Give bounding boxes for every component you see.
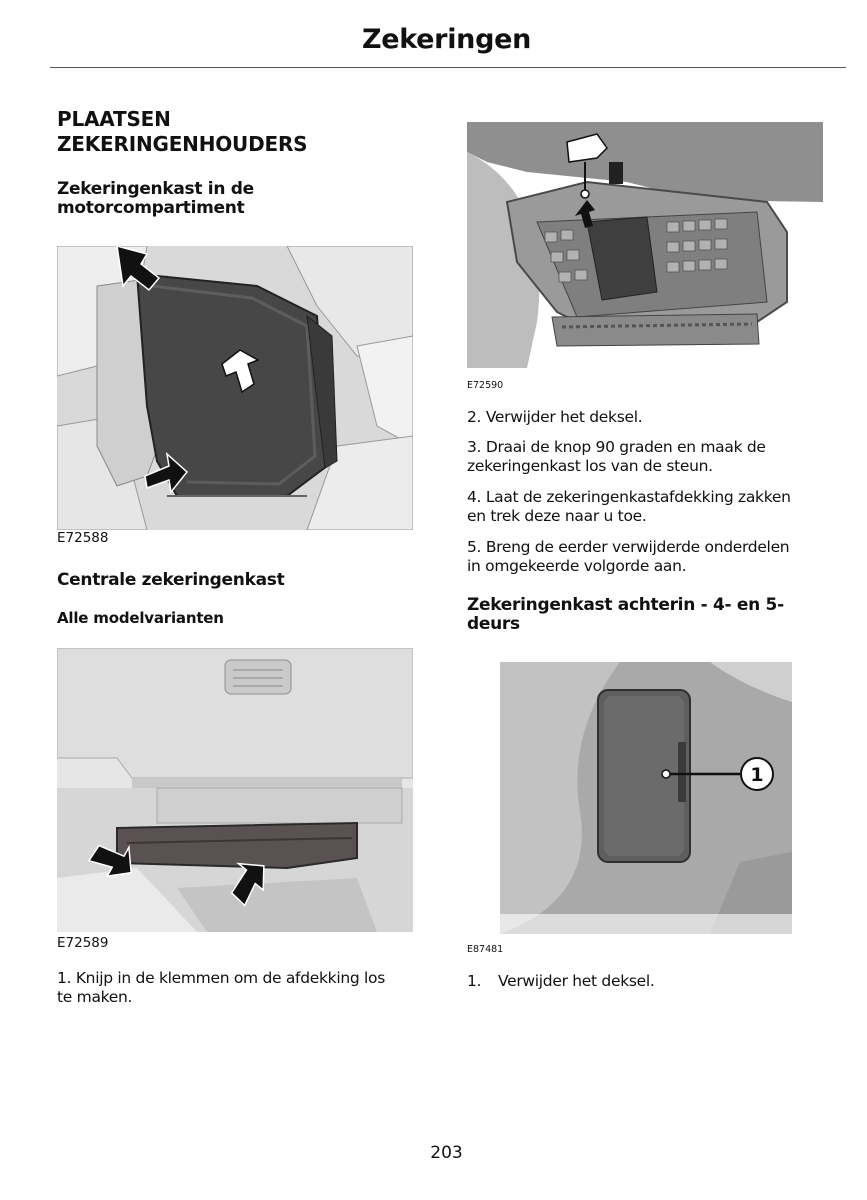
rear-step-number: 1. xyxy=(467,972,482,990)
step-4 xyxy=(467,488,791,526)
central-fusebox-heading: Centrale zekeringenkast xyxy=(57,570,285,590)
section-title-line-2: ZEKERINGENHOUDERS xyxy=(57,132,308,156)
figure-fusebox-removal xyxy=(467,122,823,368)
step-2: 2. Verwijder het deksel. xyxy=(467,408,643,426)
engine-compartment-heading xyxy=(57,180,254,218)
rear-heading-line-1: Zekeringenkast achterin - 4- en 5- xyxy=(467,595,784,615)
figure-central-code: E72589 xyxy=(57,935,109,951)
rear-step-text: Verwijder het deksel. xyxy=(498,972,655,990)
step-1-line-1: 1. Knijp in de klemmen om de afdekking los xyxy=(57,969,385,987)
step-1 xyxy=(57,969,447,1007)
step-3-line-1: 3. Draai de knop 90 graden en maak de xyxy=(467,438,766,456)
section-title-line-1: PLAATSEN xyxy=(57,107,171,131)
figure-engine-code: E72588 xyxy=(57,530,109,546)
page-number: 203 xyxy=(430,1143,463,1163)
step-1-line-2: te maken. xyxy=(57,988,133,1006)
figure-engine-fusebox xyxy=(57,246,413,530)
engine-heading-line-2: motorcompartiment xyxy=(57,198,245,218)
rear-heading-line-2: deurs xyxy=(467,614,520,634)
header-divider xyxy=(50,67,846,68)
rear-fusebox-heading xyxy=(467,596,784,634)
step-3 xyxy=(467,438,766,476)
step-5 xyxy=(467,538,789,576)
figure-rear-callout: 1 xyxy=(750,764,764,786)
step-4-line-2: en trek deze naar u toe. xyxy=(467,507,647,525)
step-5-line-1: 5. Breng de eerder verwijderde onderdelen xyxy=(467,538,790,556)
figure-central-fusebox xyxy=(57,648,413,932)
step-4-line-1: 4. Laat de zekeringenkastafdekking zakken xyxy=(467,488,791,506)
step-3-line-2: zekeringenkast los van de steun. xyxy=(467,457,713,475)
engine-heading-line-1: Zekeringenkast in de xyxy=(57,179,254,199)
page-header-title: Zekeringen xyxy=(361,24,532,55)
step-5-line-2: in omgekeerde volgorde aan. xyxy=(467,557,687,575)
section-title xyxy=(57,107,307,157)
figure-removal-code: E72590 xyxy=(467,380,504,391)
figure-rear-fusebox xyxy=(500,662,792,934)
all-variants-heading: Alle modelvarianten xyxy=(57,609,224,627)
figure-rear-code: E87481 xyxy=(467,944,504,955)
